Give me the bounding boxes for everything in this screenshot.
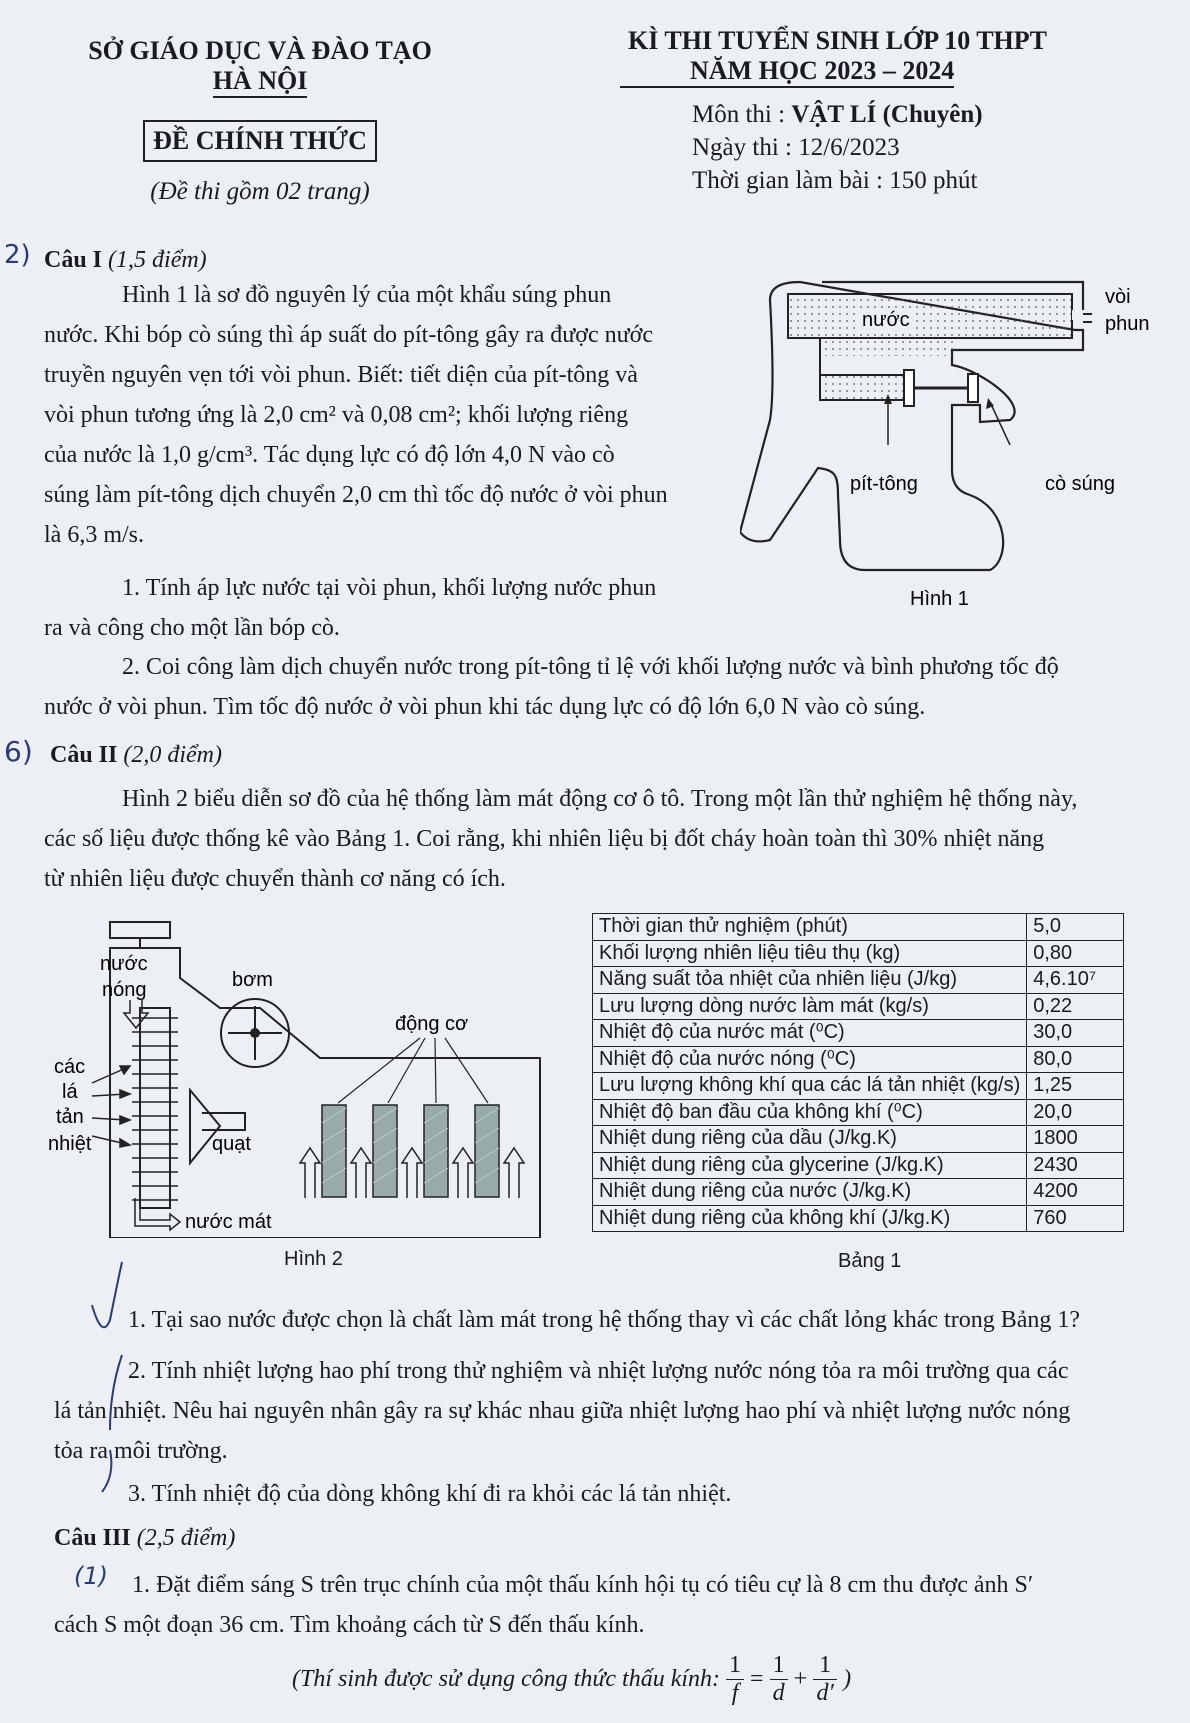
exam-title: KÌ THI TUYỂN SINH LỚP 10 THPT: [628, 26, 1048, 55]
table-cell-label: Nhiệt dung riêng của dầu (J/kg.K): [593, 1126, 1027, 1153]
table-cell-label: Thời gian thử nghiệm (phút): [593, 914, 1027, 941]
department-line2: HÀ NỘI: [213, 66, 308, 98]
subject-label: Môn thi :: [692, 101, 792, 128]
table-cell-label: Nhiệt dung riêng của không khí (J/kg.K): [593, 1205, 1027, 1232]
label-piston: pít-tông: [850, 473, 918, 495]
equals-sign: =: [750, 1666, 764, 1692]
engine-leaders: [338, 1038, 488, 1103]
piston: [904, 370, 914, 406]
table-cell-label: Lưu lượng không khí qua các lá tản nhiệt (kg/s): [593, 1073, 1027, 1100]
figure-2-cooling-system: [40, 908, 550, 1238]
table-1: [592, 913, 1124, 1232]
numerator: 1: [729, 1652, 742, 1678]
q1-sub1: [44, 568, 699, 648]
note-prefix: (Thí sinh được sử dụng công thức thấu kính:: [292, 1666, 721, 1692]
table-row: [593, 1179, 1124, 1206]
water-channel: [820, 338, 956, 356]
table-cell-label: Khối lượng nhiên liệu tiêu thụ (kg): [593, 940, 1027, 967]
fraction-1-over-d: [770, 1652, 788, 1707]
piston-water: [820, 375, 910, 400]
text-line: của nước là 1,0 g/cm³. Tác dụng lực có độ lớn 4,0 N vào cò: [44, 442, 615, 468]
q1-heading: [44, 247, 207, 274]
q1-points: (1,5 điểm): [108, 247, 207, 273]
text-line: súng làm pít-tông dịch chuyển 2,0 cm thì tốc độ nước ở vòi phun: [44, 482, 668, 508]
official-exam-badge: ĐỀ CHÍNH THỨC: [143, 120, 377, 162]
table-row: [593, 1205, 1124, 1232]
plus-sign: +: [793, 1666, 808, 1692]
table-cell-value: 20,0: [1027, 1099, 1124, 1126]
text-line: 2. Coi công làm dịch chuyển nước trong pít-tông tỉ lệ với khối lượng nước và bình phương tốc độ: [122, 654, 1059, 680]
q2-heading: [50, 742, 222, 769]
fraction-1-over-d-prime: [813, 1652, 837, 1707]
q1-title: Câu I: [44, 247, 103, 273]
text-line: 1. Tại sao nước được chọn là chất làm mát trong hệ thống thay vì các chất lỏng khác trong Bảng 1?: [128, 1307, 1081, 1333]
text-line: ra và công cho một lần bóp cò.: [44, 615, 340, 641]
school-year: NĂM HỌC 2023 – 2024: [620, 56, 954, 88]
water-reservoir: [788, 294, 1072, 338]
exam-duration: Thời gian làm bài : 150 phút: [692, 167, 978, 194]
label-water: nước: [862, 309, 910, 331]
pages-note: (Đề thi gồm 02 trang): [150, 178, 370, 205]
table-cell-value: 0,22: [1027, 993, 1124, 1020]
table-cell-label: Nhiệt dung riêng của nước (J/kg.K): [593, 1179, 1027, 1206]
header-right: [620, 26, 1170, 197]
label-fins-4: nhiệt: [48, 1133, 92, 1155]
text-line: 2. Tính nhiệt lượng hao phí trong thử nghiệm và nhiệt lượng nước nóng tỏa ra môi trường qua các: [128, 1358, 1069, 1384]
table-row: [593, 1073, 1124, 1100]
radiator-fins: [132, 1018, 178, 1200]
q2-title: Câu II: [50, 742, 118, 768]
lens-formula-note: [292, 1652, 851, 1707]
table-row: [593, 914, 1124, 941]
text-line: Hình 1 là sơ đồ nguyên lý của một khẩu súng phun: [122, 282, 612, 308]
table-row: [593, 967, 1124, 994]
table-cell-value: 2430: [1027, 1152, 1124, 1179]
subject-line: [692, 98, 1170, 131]
q1-sub2: [44, 647, 1174, 727]
text-line: nước. Khi bóp cò súng thì áp suất do pít-tông gây ra được nước: [44, 322, 653, 348]
label-trigger: cò súng: [1045, 473, 1116, 495]
table-row: [593, 1126, 1124, 1153]
q2-sub1: [54, 1300, 1179, 1340]
note-suffix: ): [843, 1666, 852, 1692]
label-nozzle-1: vòi: [1105, 286, 1131, 308]
numerator: 1: [819, 1652, 832, 1678]
text-line: nước ở vòi phun. Tìm tốc độ nước ở vòi phun khi tác dụng lực có độ lớn 6,0 N vào cò súng.: [44, 694, 926, 720]
handwritten-mark-q1: 2): [4, 240, 31, 270]
department-line1: SỞ GIÁO DỤC VÀ ĐÀO TẠO: [88, 36, 432, 65]
table-cell-label: Năng suất tỏa nhiệt của nhiên liệu (J/kg): [593, 967, 1027, 994]
table-cell-value: 1800: [1027, 1126, 1124, 1153]
text-line: từ nhiên liệu được chuyển thành cơ năng có ích.: [44, 866, 506, 892]
handwritten-ticks: [80, 1260, 140, 1500]
text-line: lá tản nhiệt. Nêu hai nguyên nhân gây ra sự khác nhau giữa nhiệt lượng hao phí và nhiệt lượng nước nóng: [54, 1398, 1071, 1424]
label-hot-water-1: nước: [100, 953, 148, 975]
label-nozzle-2: phun: [1105, 313, 1150, 335]
numerator: 1: [772, 1652, 785, 1678]
fan-shaft: [202, 1113, 245, 1130]
table-cell-value: 30,0: [1027, 1020, 1124, 1047]
label-pump: bơm: [232, 969, 273, 991]
table-cell-value: 1,25: [1027, 1073, 1124, 1100]
q2-intro: [44, 779, 1174, 899]
cylinder-hatching: [322, 1108, 499, 1183]
table-cell-label: Nhiệt độ của nước mát (⁰C): [593, 1020, 1027, 1047]
table-row: [593, 1020, 1124, 1047]
table-cell-label: Nhiệt dung riêng của glycerine (J/kg.K): [593, 1152, 1027, 1179]
label-fins-2: lá: [62, 1081, 78, 1103]
handwritten-mark-q2: 6): [4, 735, 33, 768]
q2-sub3: [54, 1474, 1179, 1514]
table-row: [593, 1046, 1124, 1073]
text-line: 1. Tính áp lực nước tại vòi phun, khối lượng nước phun: [122, 575, 657, 601]
q1-intro: [44, 275, 699, 555]
table-row: [593, 1099, 1124, 1126]
text-line: 1. Đặt điểm sáng S trên trục chính của một thấu kính hội tụ có tiêu cự là 8 cm thu được ảnh S′: [132, 1572, 1034, 1598]
q2-points: (2,0 điểm): [123, 742, 222, 768]
hot-water-arrow: [124, 1000, 148, 1028]
q3-points: (2,5 điểm): [136, 1525, 236, 1551]
table-row: [593, 1152, 1124, 1179]
text-line: cách S một đoạn 36 cm. Tìm khoảng cách từ S đến thấu kính.: [54, 1612, 645, 1638]
table-cell-label: Nhiệt độ của nước nóng (⁰C): [593, 1046, 1027, 1073]
table-1-caption: Bảng 1: [838, 1250, 902, 1272]
table-cell-value: 80,0: [1027, 1046, 1124, 1073]
q3-sub1: [54, 1565, 1179, 1645]
label-fan: quạt: [212, 1133, 251, 1155]
text-line: 3. Tính nhiệt độ của dòng không khí đi ra khỏi các lá tản nhiệt.: [128, 1481, 732, 1507]
denominator: f: [731, 1680, 739, 1706]
trigger-plate: [968, 374, 978, 402]
table-cell-value: 4200: [1027, 1179, 1124, 1206]
radiator: [140, 1008, 170, 1208]
table-cell-value: 760: [1027, 1205, 1124, 1232]
table-cell-value: 5,0: [1027, 914, 1124, 941]
label-hot-water-2: nóng: [102, 979, 147, 1001]
denominator: d: [772, 1680, 785, 1706]
label-cool-water: nước mát: [185, 1211, 272, 1233]
denominator: d′: [816, 1680, 834, 1706]
table-cell-value: 4,6.10⁷: [1027, 967, 1124, 994]
text-line: vòi phun tương ứng là 2,0 cm² và 0,08 cm²; khối lượng riêng: [44, 402, 629, 428]
figure-1-caption: Hình 1: [910, 588, 969, 610]
figure-2-caption: Hình 2: [284, 1248, 343, 1270]
text-line: tỏa ra môi trường.: [54, 1438, 228, 1464]
text-line: truyền nguyên vẹn tới vòi phun. Biết: tiết diện của pít-tông và: [44, 362, 638, 388]
table-row: [593, 993, 1124, 1020]
text-line: các số liệu được thống kê vào Bảng 1. Coi rằng, khi nhiên liệu bị đốt cháy hoàn toàn thì 30% nhiệt năng: [44, 826, 1045, 852]
q2-sub2: [54, 1351, 1179, 1471]
table-cell-value: 0,80: [1027, 940, 1124, 967]
table-cell-label: Lưu lượng dòng nước làm mát (kg/s): [593, 993, 1027, 1020]
figure-1-water-gun: [740, 270, 1180, 620]
label-engine: động cơ: [395, 1013, 469, 1035]
text-line: là 6,3 m/s.: [44, 522, 144, 548]
subject: VẬT LÍ (Chuyên): [791, 101, 983, 128]
exam-date: Ngày thi : 12/6/2023: [692, 134, 900, 161]
handwritten-mark-q3: (1): [74, 1562, 108, 1590]
header-left: [60, 36, 460, 206]
radiator-cap: [110, 922, 170, 938]
table-row: [593, 940, 1124, 967]
text-line: Hình 2 biểu diễn sơ đồ của hệ thống làm mát động cơ ô tô. Trong một lần thử nghiệm hệ thống này,: [122, 786, 1078, 812]
table-cell-label: Nhiệt độ ban đầu của không khí (⁰C): [593, 1099, 1027, 1126]
table-1-body: [593, 914, 1124, 1232]
leader-trigger: [990, 402, 1010, 445]
fraction-1-over-f: [726, 1652, 744, 1707]
cool-water-arrow: [135, 1198, 180, 1230]
label-fins-3: tản: [56, 1106, 84, 1128]
q3-heading: [54, 1525, 235, 1552]
q3-title: Câu III: [54, 1525, 131, 1551]
label-fins-1: các: [54, 1056, 86, 1078]
